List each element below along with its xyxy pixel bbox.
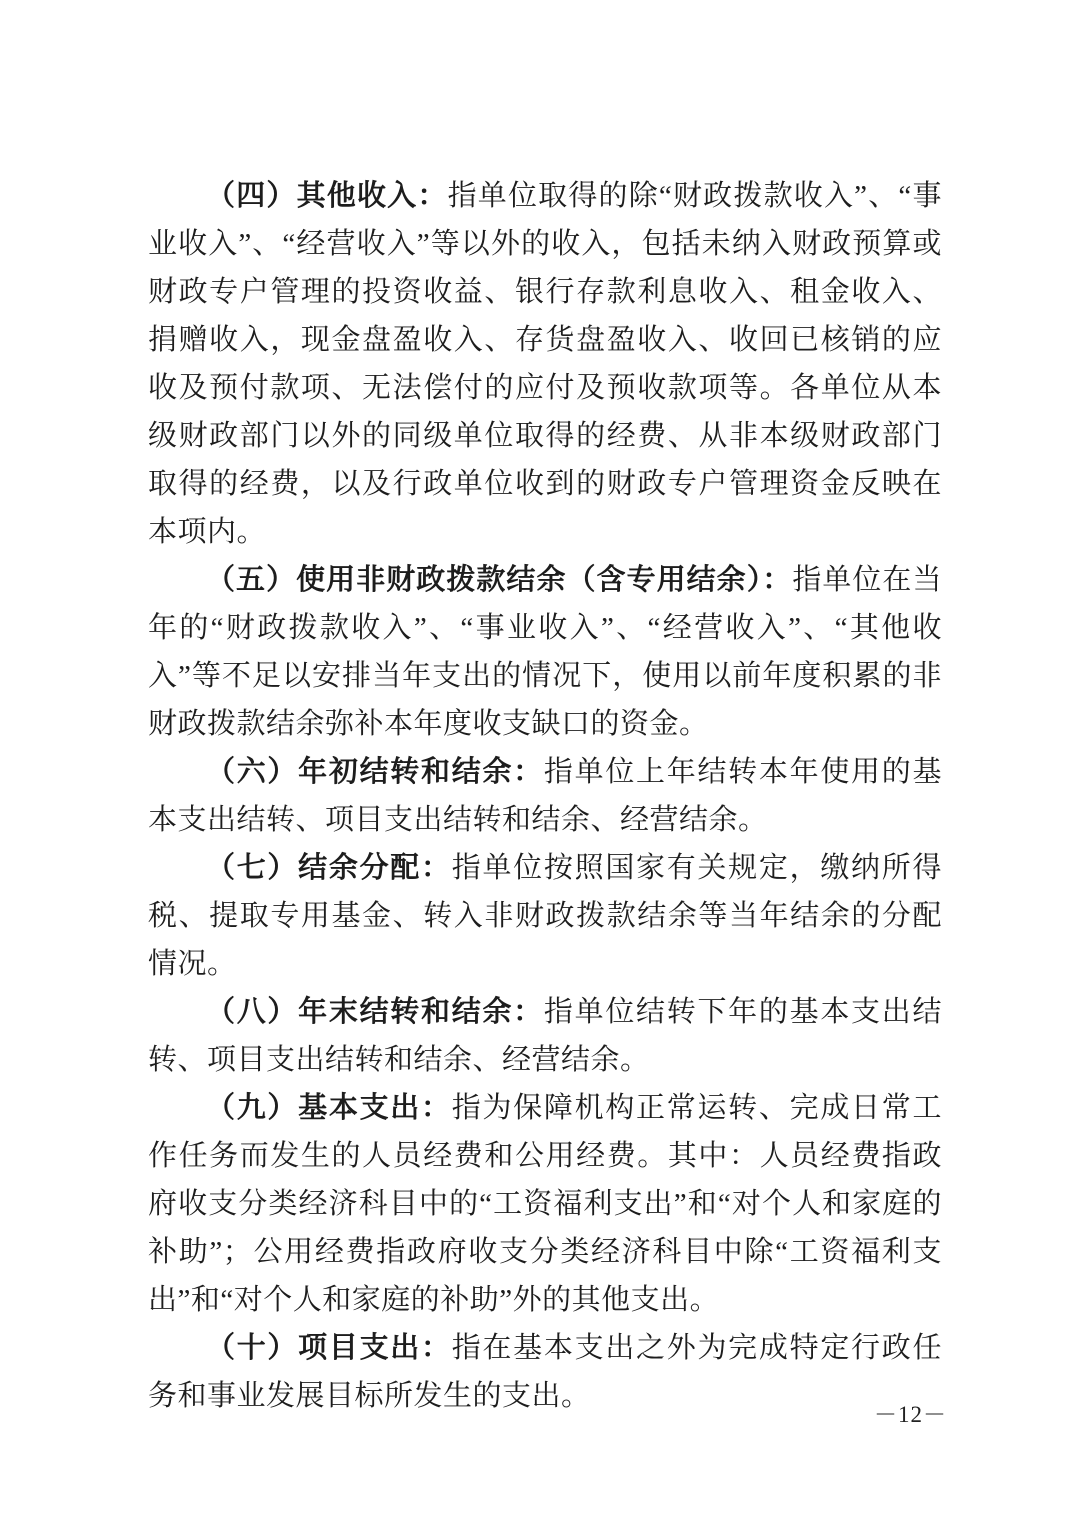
paragraph-body: 指单位按照国家有关规定，缴纳所得税、提取专用基金、转入非财政拨款结余等当年结余的分配情况。 <box>148 852 942 980</box>
paragraph-body: 指为保障机构正常运转、完成日常工作任务而发生的人员经费和公用经费。其中：人员经费指政府收支分类经济科目中的“工资福利支出”和“对个人和家庭的补助”；公用经费指政府收支分类经济科目中除“工资福利支出”和“对个人和家庭的补助”外的其他支出。 <box>148 1092 942 1316</box>
paragraph <box>148 1084 942 1324</box>
paragraph <box>148 172 942 556</box>
paragraph-heading: （七）结余分配： <box>206 852 452 884</box>
paragraph-body: 指单位结转下年的基本支出结转、项目支出结转和结余、经营结余。 <box>148 996 942 1076</box>
document-content <box>148 172 942 1420</box>
paragraph-heading: （六）年初结转和结余： <box>206 756 544 788</box>
paragraph <box>148 988 942 1084</box>
paragraph <box>148 748 942 844</box>
paragraph-body: 指单位上年结转本年使用的基本支出结转、项目支出结转和结余、经营结余。 <box>148 756 942 836</box>
page-number: －12－ <box>874 1402 947 1427</box>
paragraph-body: 指在基本支出之外为完成特定行政任务和事业发展目标所发生的支出。 <box>148 1332 942 1412</box>
paragraph-heading: （四）其他收入： <box>206 180 448 212</box>
paragraph <box>148 1324 942 1420</box>
paragraph-body: 指单位取得的除“财政拨款收入”、“事业收入”、“经营收入”等以外的收入，包括未纳入财政预算或财政专户管理的投资收益、银行存款利息收入、租金收入、捐赠收入，现金盘盈收入、存货盘盈收入、收回已核销的应收及预付款项、无法偿付的应付及预收款项等。各单位从本级财政部门以外的同级单位取得的经费、从非本级财政部门取得的经费，以及行政单位收到的财政专户管理资金反映在本项内。 <box>148 180 942 548</box>
paragraph-heading: （九）基本支出： <box>206 1092 452 1124</box>
paragraph-heading: （十）项目支出： <box>206 1332 452 1364</box>
paragraph-heading: （五）使用非财政拨款结余（含专用结余）： <box>206 564 793 596</box>
paragraph-heading: （八）年末结转和结余： <box>206 996 544 1028</box>
paragraph <box>148 844 942 988</box>
paragraph <box>148 556 942 748</box>
paragraph-body: 指单位在当年的“财政拨款收入”、“事业收入”、“经营收入”、“其他收入”等不足以安排当年支出的情况下，使用以前年度积累的非财政拨款结余弥补本年度收支缺口的资金。 <box>148 564 942 740</box>
